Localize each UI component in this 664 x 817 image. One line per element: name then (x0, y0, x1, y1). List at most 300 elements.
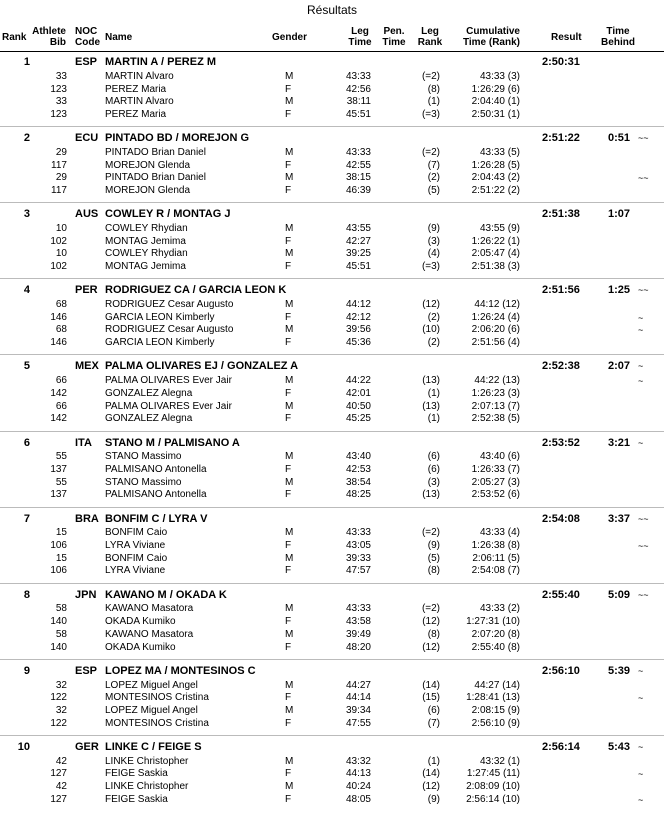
leg-athlete-name: BONFIM Caio (105, 527, 168, 539)
leg-rank: (=3) (421, 261, 440, 273)
leg-row (0, 172, 664, 184)
leg-time: 42:12 (345, 311, 371, 323)
leg-mark: ~ (638, 325, 644, 336)
leg-time: 44:13 (345, 768, 371, 780)
leg-row (0, 299, 664, 311)
team-block (0, 437, 664, 513)
leg-bib: 102 (50, 235, 67, 247)
leg-rank: (15) (422, 692, 440, 704)
leg-athlete-name: FEIGE Saskia (105, 768, 168, 780)
leg-gender: F (285, 337, 292, 349)
team-block (0, 56, 664, 132)
leg-rank: (3) (427, 235, 440, 247)
leg-rank: (=2) (421, 70, 440, 82)
leg-gender: M (285, 603, 294, 615)
header-leg-rank (414, 26, 446, 52)
leg-cumulative: 43:33 (5) (479, 146, 520, 158)
team-result: 2:52:38 (542, 360, 580, 373)
leg-rank: (12) (422, 616, 440, 628)
header-result: Result (551, 32, 582, 43)
leg-gender: F (285, 540, 292, 552)
leg-bib: 55 (55, 451, 67, 463)
leg-mark: ~~ (638, 541, 649, 552)
team-separator (0, 278, 664, 279)
leg-athlete-name: MONTESINOS Cristina (105, 717, 209, 729)
leg-cumulative: 1:26:28 (5) (471, 159, 520, 171)
team-noc: GER (75, 740, 99, 753)
leg-gender: F (285, 641, 292, 653)
leg-cumulative: 2:04:40 (1) (471, 96, 520, 108)
leg-row (0, 236, 664, 248)
header-noc-line1: NOC (75, 26, 98, 37)
leg-rank: (1) (427, 387, 440, 399)
team-noc: ITA (75, 436, 92, 449)
leg-athlete-name: LINKE Christopher (105, 755, 189, 767)
header-noc-line2: Code (75, 37, 100, 48)
team-result: 2:56:10 (542, 664, 580, 677)
leg-rank: (1) (427, 755, 440, 767)
leg-time: 43:05 (345, 540, 371, 552)
leg-cumulative: 1:26:33 (7) (471, 464, 520, 475)
leg-gender: F (285, 83, 292, 95)
leg-time: 40:50 (345, 400, 371, 412)
leg-row (0, 781, 664, 793)
leg-bib: 32 (55, 704, 67, 716)
leg-gender: M (285, 704, 294, 716)
leg-rank: (9) (427, 793, 440, 805)
leg-bib: 106 (50, 565, 67, 577)
leg-row (0, 768, 664, 780)
team-noc: ESP (75, 56, 98, 68)
team-mark: ~ (638, 665, 644, 676)
leg-cumulative: 2:56:10 (9) (471, 717, 520, 729)
leg-athlete-name: MARTIN Alvaro (105, 70, 174, 82)
leg-gender: F (285, 793, 292, 805)
header-gender: Gender (272, 32, 308, 43)
leg-gender: M (285, 400, 294, 412)
leg-gender: F (285, 235, 292, 247)
leg-cumulative: 2:07:13 (7) (471, 400, 520, 412)
team-rank: 2 (23, 132, 30, 145)
leg-bib: 127 (50, 793, 67, 805)
team-mark: ~~ (638, 133, 649, 144)
leg-row (0, 248, 664, 260)
leg-time: 47:57 (345, 565, 371, 577)
leg-mark: ~ (638, 769, 644, 780)
header-behind-line2: Behind (601, 37, 635, 48)
leg-athlete-name: PINTADO Brian Daniel (105, 172, 206, 184)
leg-cumulative: 2:50:31 (1) (471, 108, 520, 120)
leg-time: 42:01 (345, 387, 371, 399)
team-mark: ~ (638, 437, 644, 448)
leg-rank: (2) (427, 172, 440, 184)
team-noc: BRA (75, 512, 99, 525)
leg-time: 48:05 (345, 793, 371, 805)
leg-gender: F (285, 159, 292, 171)
team-block (0, 513, 664, 589)
leg-bib: 15 (55, 527, 67, 539)
leg-bib: 55 (55, 476, 67, 488)
leg-time: 38:11 (346, 96, 371, 108)
team-separator (0, 202, 664, 203)
leg-time: 44:14 (345, 692, 371, 704)
leg-cumulative: 2:51:22 (2) (471, 184, 520, 196)
leg-cumulative: 1:26:38 (8) (471, 540, 520, 552)
leg-row (0, 477, 664, 489)
leg-bib: 140 (50, 616, 67, 628)
leg-rank: (5) (427, 552, 440, 564)
leg-gender: M (285, 552, 294, 564)
leg-row (0, 680, 664, 692)
leg-gender: M (285, 781, 294, 793)
leg-rank: (5) (427, 184, 440, 196)
leg-row (0, 185, 664, 197)
leg-row (0, 96, 664, 108)
leg-gender: M (285, 476, 294, 488)
leg-time: 47:55 (345, 717, 371, 729)
header-name: Name (105, 32, 133, 43)
leg-gender: M (285, 755, 294, 767)
leg-bib: 102 (50, 261, 67, 273)
header-leg-rank-line2: Rank (417, 37, 443, 48)
leg-time: 43:33 (345, 70, 371, 82)
team-rank: 6 (23, 436, 30, 449)
leg-cumulative: 2:06:20 (6) (471, 324, 520, 336)
leg-gender: F (285, 413, 292, 425)
team-result: 2:50:31 (542, 56, 580, 68)
leg-bib: 29 (55, 172, 67, 184)
team-rank: 7 (23, 512, 30, 525)
leg-athlete-name: MONTESINOS Cristina (105, 692, 209, 704)
team-name: PALMA OLIVARES EJ / GONZALEZ A (105, 360, 299, 373)
leg-athlete-name: PINTADO Brian Daniel (105, 146, 206, 158)
header-cumulative-line1: Cumulative (466, 26, 520, 37)
team-mark: ~ (638, 361, 644, 372)
team-separator (0, 659, 664, 660)
leg-bib: 42 (55, 781, 67, 793)
leg-athlete-name: LINKE Christopher (105, 781, 189, 793)
leg-athlete-name: BONFIM Caio (105, 552, 168, 564)
team-result: 2:56:14 (542, 740, 580, 753)
leg-bib: 68 (55, 324, 67, 336)
leg-cumulative: 2:04:43 (2) (471, 172, 520, 184)
leg-time: 48:25 (345, 489, 371, 501)
team-separator (0, 431, 664, 432)
header-noc (75, 26, 100, 52)
team-noc: AUS (75, 208, 99, 221)
leg-gender: F (285, 565, 292, 577)
leg-row (0, 756, 664, 768)
leg-rank: (8) (427, 83, 440, 95)
team-rank: 1 (23, 56, 30, 68)
leg-gender: F (285, 489, 292, 501)
leg-athlete-name: PALMISANO Antonella (105, 489, 207, 501)
team-block (0, 589, 664, 665)
team-noc: PER (75, 284, 98, 297)
leg-cumulative: 44:12 (12) (474, 299, 520, 311)
leg-bib: 122 (50, 717, 67, 729)
team-time-behind: 0:51 (607, 132, 630, 145)
leg-cumulative: 2:05:47 (4) (471, 248, 520, 260)
leg-bib: 123 (50, 108, 67, 120)
header-leg-time (340, 26, 380, 52)
team-time-behind: 3:21 (607, 436, 630, 449)
leg-cumulative: 43:32 (1) (479, 755, 520, 767)
header-pen-time-line2: Time (382, 37, 406, 48)
leg-bib: 137 (50, 464, 67, 475)
leg-mark: ~ (638, 312, 644, 323)
leg-cumulative: 2:05:27 (3) (471, 476, 520, 488)
leg-gender: F (285, 692, 292, 704)
leg-bib: 58 (55, 628, 67, 640)
leg-bib: 29 (55, 146, 67, 158)
leg-athlete-name: LOPEZ Miguel Angel (105, 704, 198, 716)
leg-rank: (10) (422, 324, 440, 336)
leg-time: 43:32 (345, 755, 371, 767)
team-rank: 8 (23, 588, 30, 601)
team-name: PINTADO BD / MOREJON G (105, 132, 250, 145)
leg-rank: (7) (427, 159, 440, 171)
team-rank: 10 (17, 740, 30, 753)
team-mark: ~~ (638, 513, 649, 524)
leg-athlete-name: FEIGE Saskia (105, 793, 168, 805)
team-time-behind: 5:43 (607, 740, 630, 753)
leg-gender: M (285, 451, 294, 463)
leg-athlete-name: PEREZ Maria (105, 83, 167, 95)
leg-gender: M (285, 146, 294, 158)
leg-time: 43:33 (345, 146, 371, 158)
team-block (0, 284, 664, 360)
header-rank: Rank (2, 32, 27, 43)
team-result: 2:51:22 (542, 132, 580, 145)
leg-rank: (12) (422, 781, 440, 793)
leg-rank: (12) (422, 299, 440, 311)
team-mark: ~~ (638, 285, 649, 296)
leg-time: 39:49 (345, 628, 371, 640)
leg-athlete-name: GARCIA LEON Kimberly (105, 311, 215, 323)
leg-row (0, 413, 664, 425)
team-block (0, 665, 664, 741)
team-name: COWLEY R / MONTAG J (105, 208, 231, 221)
header-leg-rank-line1: Leg (421, 26, 439, 37)
header-bib-line2: Bib (49, 37, 66, 48)
leg-athlete-name: GONZALEZ Alegna (105, 413, 193, 425)
leg-row (0, 337, 664, 349)
leg-athlete-name: OKADA Kumiko (105, 641, 176, 653)
leg-row (0, 616, 664, 628)
header-behind-line1: Time (606, 26, 630, 37)
leg-row (0, 401, 664, 413)
leg-bib: 137 (50, 489, 67, 501)
leg-cumulative: 2:52:38 (5) (471, 413, 520, 425)
header-leg-time-line1: Leg (351, 26, 369, 37)
leg-time: 43:33 (345, 603, 371, 615)
leg-row (0, 84, 664, 96)
leg-mark: ~ (638, 693, 644, 704)
team-block (0, 360, 664, 436)
leg-gender: M (285, 679, 294, 691)
leg-athlete-name: PALMA OLIVARES Ever Jair (105, 375, 232, 387)
team-rank: 4 (23, 284, 30, 297)
leg-rank: (14) (422, 679, 440, 691)
leg-athlete-name: MOREJON Glenda (105, 184, 191, 196)
leg-row (0, 71, 664, 83)
leg-rank: (=3) (421, 108, 440, 120)
leg-row (0, 147, 664, 159)
team-mark: ~~ (638, 589, 649, 600)
header-bib-line1: Athlete (32, 26, 66, 37)
leg-cumulative: 1:28:41 (13) (466, 692, 520, 704)
leg-time: 43:55 (345, 222, 371, 234)
leg-cumulative: 2:51:38 (3) (471, 261, 520, 273)
leg-time: 39:56 (345, 324, 371, 336)
leg-row (0, 794, 664, 806)
header-pen-time-line1: Pen. (383, 26, 405, 37)
leg-time: 39:25 (345, 248, 371, 260)
leg-time: 39:34 (345, 704, 371, 716)
team-block (0, 132, 664, 208)
leg-bib: 15 (55, 552, 67, 564)
leg-time: 42:55 (345, 159, 371, 171)
leg-bib: 146 (50, 311, 67, 323)
leg-rank: (3) (427, 476, 440, 488)
leg-time: 39:33 (345, 552, 371, 564)
leg-time: 38:15 (345, 172, 371, 184)
leg-cumulative: 2:55:40 (8) (471, 641, 520, 653)
leg-bib: 106 (50, 540, 67, 552)
leg-gender: F (285, 768, 292, 780)
team-separator (0, 583, 664, 584)
leg-cumulative: 2:07:20 (8) (471, 628, 520, 640)
team-time-behind: 3:37 (607, 512, 630, 525)
leg-bib: 117 (51, 184, 67, 196)
leg-athlete-name: MONTAG Jemima (105, 261, 186, 273)
leg-gender: F (285, 108, 292, 120)
leg-time: 43:40 (345, 451, 371, 463)
leg-athlete-name: COWLEY Rhydian (105, 248, 188, 260)
leg-athlete-name: PALMA OLIVARES Ever Jair (105, 400, 232, 412)
leg-bib: 140 (50, 641, 67, 653)
leg-bib: 66 (55, 400, 67, 412)
leg-row (0, 375, 664, 387)
leg-time: 45:36 (345, 337, 371, 349)
header-time-behind (598, 26, 638, 52)
leg-gender: M (285, 172, 294, 184)
leg-time: 45:25 (345, 413, 371, 425)
leg-time: 46:39 (345, 184, 371, 196)
leg-time: 44:12 (345, 299, 371, 311)
leg-bib: 32 (55, 679, 67, 691)
leg-rank: (6) (427, 704, 440, 716)
leg-gender: M (285, 248, 294, 260)
leg-cumulative: 43:40 (6) (479, 451, 520, 463)
page-title: Résultats (306, 3, 358, 17)
team-time-behind: 1:07 (607, 208, 630, 221)
team-rank: 9 (23, 664, 30, 677)
leg-athlete-name: LYRA Viviane (105, 565, 166, 577)
leg-bib: 123 (50, 83, 67, 95)
team-result: 2:53:52 (542, 436, 580, 449)
leg-cumulative: 1:27:31 (10) (466, 616, 520, 628)
leg-bib: 33 (55, 96, 67, 108)
header-pen-time (378, 26, 410, 52)
leg-athlete-name: LYRA Viviane (105, 540, 166, 552)
leg-cumulative: 1:26:22 (1) (471, 235, 520, 247)
leg-gender: M (285, 628, 294, 640)
team-mark: ~ (638, 741, 644, 752)
leg-athlete-name: MONTAG Jemima (105, 235, 186, 247)
leg-time: 48:20 (345, 641, 371, 653)
leg-bib: 142 (50, 387, 67, 399)
leg-gender: M (285, 70, 294, 82)
leg-gender: F (285, 184, 292, 196)
team-rank: 5 (23, 360, 30, 373)
leg-athlete-name: RODRIGUEZ Cesar Augusto (105, 324, 234, 336)
leg-row (0, 464, 664, 476)
leg-rank: (13) (422, 400, 440, 412)
team-separator (0, 507, 664, 508)
leg-row (0, 109, 664, 121)
team-name: BONFIM C / LYRA V (105, 512, 208, 525)
leg-athlete-name: STANO Massimo (105, 451, 182, 463)
leg-cumulative: 1:27:45 (11) (466, 768, 520, 780)
leg-bib: 33 (55, 70, 67, 82)
leg-row (0, 451, 664, 463)
leg-row (0, 261, 664, 273)
team-noc: ESP (75, 664, 98, 677)
leg-gender: M (285, 324, 294, 336)
leg-athlete-name: STANO Massimo (105, 476, 182, 488)
leg-athlete-name: PALMISANO Antonella (105, 464, 207, 475)
leg-time: 43:58 (345, 616, 371, 628)
leg-athlete-name: RODRIGUEZ Cesar Augusto (105, 299, 234, 311)
leg-row (0, 223, 664, 235)
leg-time: 38:54 (345, 476, 371, 488)
leg-rank: (2) (427, 337, 440, 349)
leg-cumulative: 2:54:08 (7) (471, 565, 520, 577)
leg-gender: F (285, 616, 292, 628)
leg-bib: 66 (55, 375, 67, 387)
team-name: STANO M / PALMISANO A (105, 436, 240, 449)
leg-cumulative: 2:08:09 (10) (466, 781, 520, 793)
leg-cumulative: 43:33 (4) (479, 527, 520, 539)
leg-row (0, 603, 664, 615)
leg-gender: F (285, 261, 292, 273)
team-time-behind: 1:25 (607, 284, 630, 297)
team-noc: MEX (75, 360, 99, 373)
leg-time: 45:51 (345, 108, 371, 120)
header-bib (32, 26, 66, 52)
team-noc: ECU (75, 132, 99, 145)
leg-athlete-name: COWLEY Rhydian (105, 222, 188, 234)
team-result: 2:55:40 (542, 588, 580, 601)
team-rank: 3 (23, 208, 30, 221)
leg-cumulative: 2:56:14 (10) (466, 793, 520, 805)
leg-bib: 10 (55, 222, 67, 234)
leg-row (0, 527, 664, 539)
leg-cumulative: 1:26:23 (3) (471, 387, 520, 399)
leg-row (0, 629, 664, 641)
leg-time: 42:27 (345, 235, 371, 247)
leg-time: 42:53 (345, 464, 371, 475)
leg-athlete-name: PEREZ Maria (105, 108, 167, 120)
leg-rank: (2) (427, 311, 440, 323)
leg-row (0, 553, 664, 565)
leg-row (0, 312, 664, 324)
leg-rank: (1) (427, 96, 440, 108)
leg-row (0, 324, 664, 336)
leg-mark: ~ (638, 376, 644, 387)
